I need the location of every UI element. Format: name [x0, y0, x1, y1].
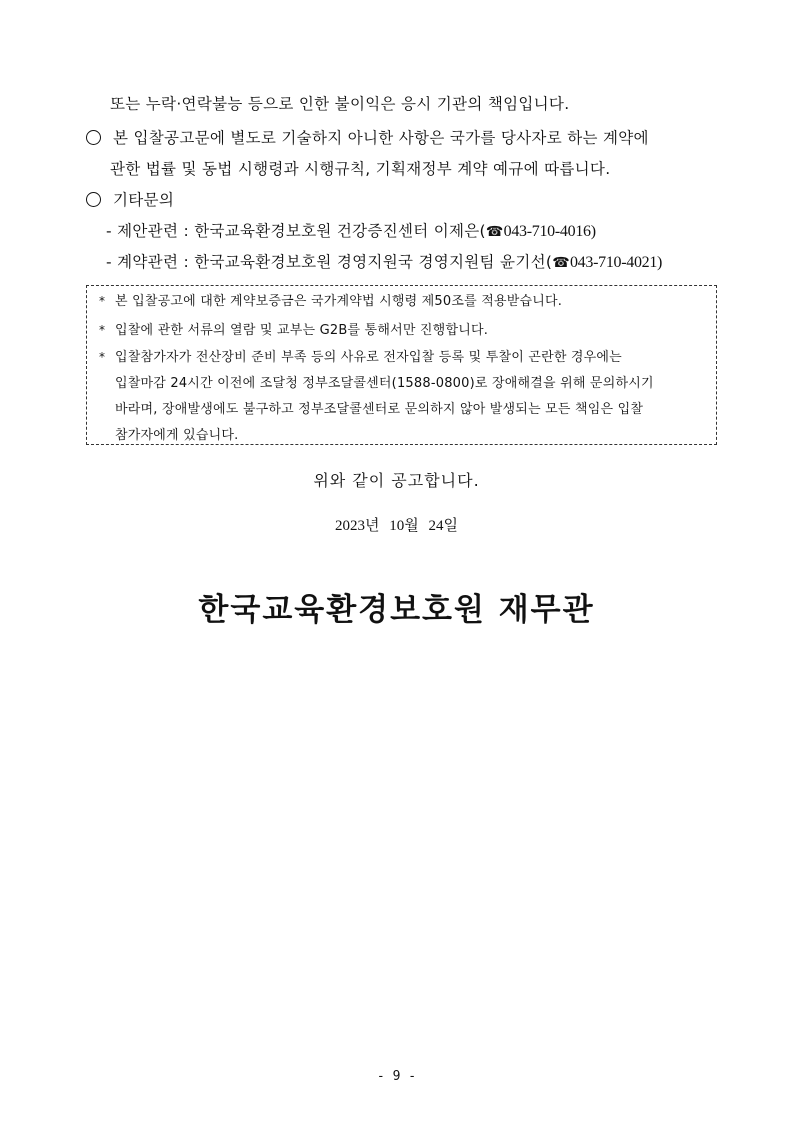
note-marker: * — [99, 323, 106, 337]
contact-proposal — [106, 219, 596, 241]
note-2 — [99, 319, 488, 338]
page-number: - 9 - — [376, 1069, 417, 1084]
bullet-circle-icon — [86, 130, 101, 145]
contact-proposal-phone: 043-710-4016) — [503, 223, 596, 240]
note-marker: * — [99, 294, 106, 308]
paragraph-3-title — [86, 188, 174, 210]
note-2-text: 입찰에 관한 서류의 열람 및 교부는 G2B를 통해서만 진행합니다. — [115, 323, 489, 338]
closing-statement: 위와 같이 공고합니다. — [313, 471, 480, 490]
paragraph-3-title-text: 기타문의 — [113, 191, 175, 209]
contact-contract-phone: 043-710-4021) — [569, 254, 663, 271]
note-1-text: 본 입찰공고에 대한 계약보증금은 국가계약법 시행령 제50조를 적용받습니다. — [115, 294, 563, 309]
note-3-line-3: 바라며, 장애발생에도 불구하고 정부조달콜센터로 문의하지 않아 발생되는 모든 책임은 입찰 — [115, 402, 644, 417]
issuing-organization: 한국교육환경보호원 재무관 — [198, 592, 595, 628]
note-3-text-1: 입찰참가자가 전산장비 준비 부족 등의 사유로 전자입찰 등록 및 투찰이 곤란한 경우에는 — [115, 350, 622, 365]
note-3-line-4: 참가자에게 있습니다. — [115, 428, 239, 443]
note-1 — [99, 290, 562, 309]
contact-contract-label: - 계약관련 : 한국교육환경보호원 경영지원국 경영지원팀 윤기선( — [106, 253, 553, 271]
body-line-1: 또는 누락·연락불능 등으로 인한 불이익은 응시 기관의 책임입니다. — [110, 95, 570, 113]
note-3-line-1 — [99, 346, 622, 365]
contact-contract — [106, 250, 662, 272]
bullet-circle-icon — [86, 192, 101, 207]
paragraph-2-line-2: 관한 법률 및 동법 시행령과 시행규칙, 기획재정부 계약 예규에 따릅니다. — [110, 160, 611, 178]
note-3-line-2: 입찰마감 24시간 이전에 조달청 정부조달콜센터(1588-0800)로 장애해결을 위해 문의하시기 — [115, 376, 654, 391]
contact-proposal-label: - 제안관련 : 한국교육환경보호원 건강증진센터 이제은( — [106, 222, 486, 240]
paragraph-2-line-1 — [86, 126, 649, 148]
paragraph-2-text-1: 본 입찰공고문에 별도로 기술하지 아니한 사항은 국가를 당사자로 하는 계약에 — [113, 129, 649, 147]
phone-icon: ☎ — [552, 255, 570, 271]
announcement-date: 2023년 10월 24일 — [335, 518, 458, 534]
note-marker: * — [99, 350, 106, 364]
notice-box — [86, 285, 717, 445]
phone-icon: ☎ — [485, 224, 504, 240]
